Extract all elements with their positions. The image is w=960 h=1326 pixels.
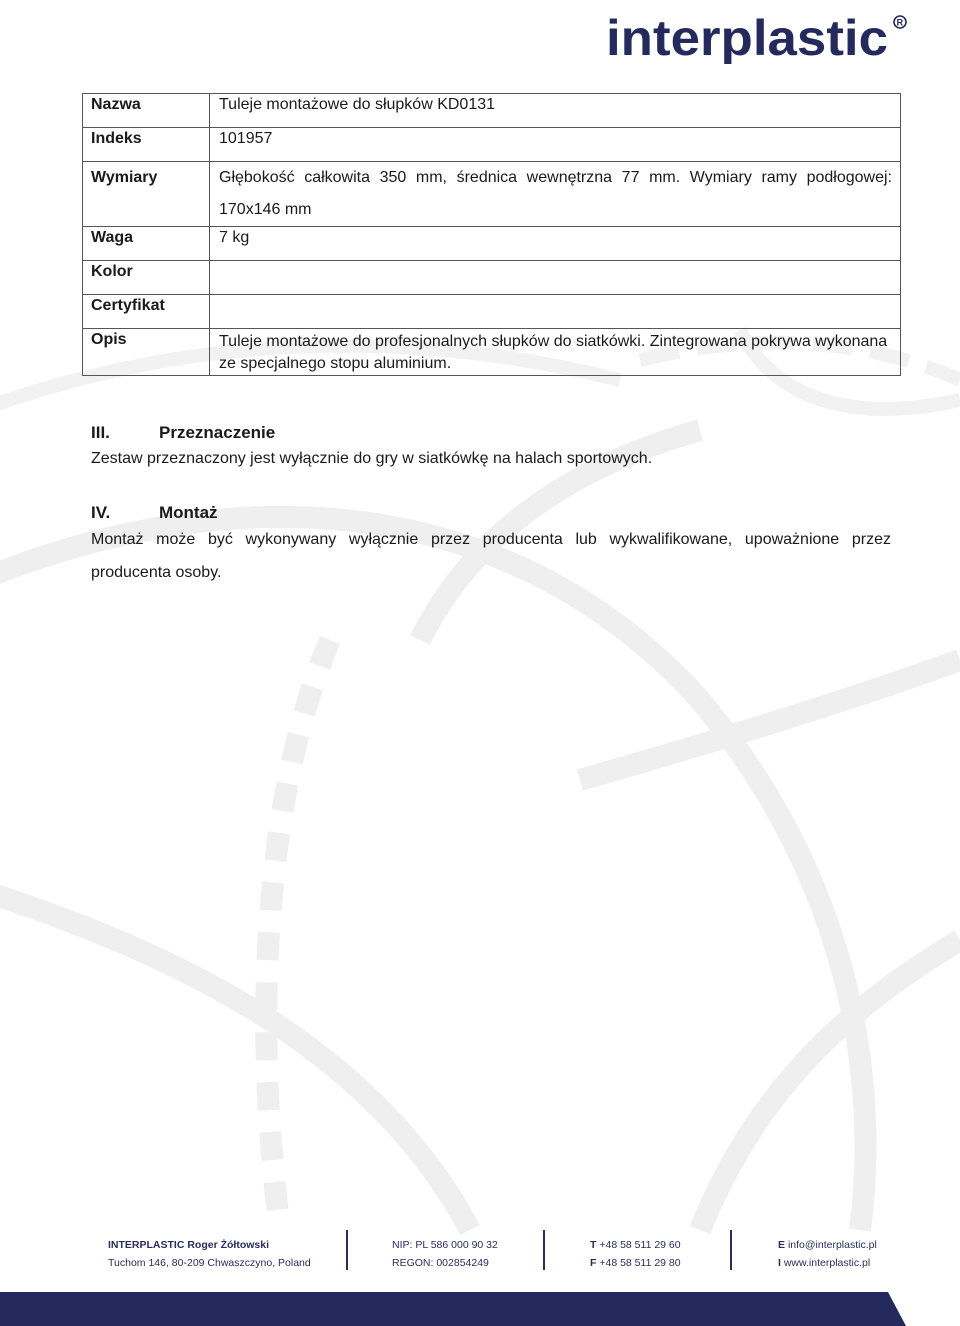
section-title: Montaż: [159, 503, 218, 522]
web-prefix: I: [778, 1257, 781, 1269]
section-number: IV.: [91, 503, 111, 522]
spec-row-index: [83, 128, 901, 162]
section-assembly: [91, 503, 891, 589]
section-title: Przeznaczenie: [159, 423, 276, 442]
weight-label: Waga: [83, 227, 210, 261]
footer-divider: [543, 1230, 545, 1270]
description-label: Opis: [83, 329, 210, 376]
footer-registration: [392, 1236, 498, 1272]
spec-row-description: [83, 329, 901, 376]
color-label: Kolor: [83, 261, 210, 295]
certificate-value: [210, 295, 901, 329]
dimensions-line-2: 170x146 mm: [219, 201, 312, 218]
email-prefix: E: [778, 1239, 786, 1251]
dimensions-value: [210, 162, 901, 227]
page-footer: [0, 1226, 960, 1326]
index-label: Indeks: [83, 128, 210, 162]
section-heading: [91, 503, 891, 523]
company-nip: NIP: PL 586 000 90 32: [392, 1239, 498, 1251]
section-purpose: [91, 423, 891, 475]
section-text: Zestaw przeznaczony jest wyłącznie do gry w siatkówkę na halach sportowych.: [91, 450, 653, 467]
svg-text:R: R: [896, 17, 904, 28]
description-value: Tuleje montażowe do profesjonalnych słupków do siatkówki. Zintegrowana pokrywa wykonana ze specjalnego stopu aluminium.: [210, 329, 901, 376]
phone-number[interactable]: +48 58 511 29 60: [599, 1239, 681, 1251]
company-regon: REGON: 002854249: [392, 1257, 489, 1269]
weight-value: 7 kg: [210, 227, 901, 261]
phone-prefix: T: [590, 1239, 597, 1251]
footer-divider: [730, 1230, 732, 1270]
fax-number: +48 58 511 29 80: [599, 1257, 681, 1269]
color-value: [210, 261, 901, 295]
spec-row-color: [83, 261, 901, 295]
product-spec-table: [82, 93, 901, 376]
spec-row-weight: [83, 227, 901, 261]
footer-contact: [778, 1236, 877, 1272]
footer-company: [108, 1236, 311, 1272]
section-text: Montaż może być wykonywany wyłącznie przez producenta lub wykwalifikowane, upoważnione przez producenta osoby.: [91, 531, 891, 581]
footer-brand-bar: [0, 1292, 960, 1326]
section-number: III.: [91, 423, 110, 442]
footer-divider: [346, 1230, 348, 1270]
certificate-label: Certyfikat: [83, 295, 210, 329]
dimensions-line-1: Głębokość całkowita 350 mm, średnica wewnętrzna 77 mm. Wymiary ramy podłogowej:: [219, 169, 892, 186]
spec-row-name: [83, 94, 901, 128]
website-link[interactable]: www.interplastic.pl: [783, 1257, 871, 1269]
section-heading: [91, 423, 891, 443]
company-name: INTERPLASTIC Roger Żółtowski: [108, 1239, 270, 1251]
fax-prefix: F: [590, 1257, 597, 1269]
name-label: Nazwa: [83, 94, 210, 128]
footer-phones: [590, 1236, 681, 1272]
company-address: Tuchom 146, 80-209 Chwaszczyno, Poland: [108, 1257, 311, 1269]
spec-row-dimensions: [83, 162, 901, 227]
spec-row-certificate: [83, 295, 901, 329]
svg-text:interplastic: interplastic: [606, 10, 888, 64]
interplastic-logo: [604, 8, 914, 64]
name-value: Tuleje montażowe do słupków KD0131: [210, 94, 901, 128]
dimensions-label: Wymiary: [83, 162, 210, 227]
email-link[interactable]: info@interplastic.pl: [787, 1239, 877, 1251]
index-value: 101957: [210, 128, 901, 162]
